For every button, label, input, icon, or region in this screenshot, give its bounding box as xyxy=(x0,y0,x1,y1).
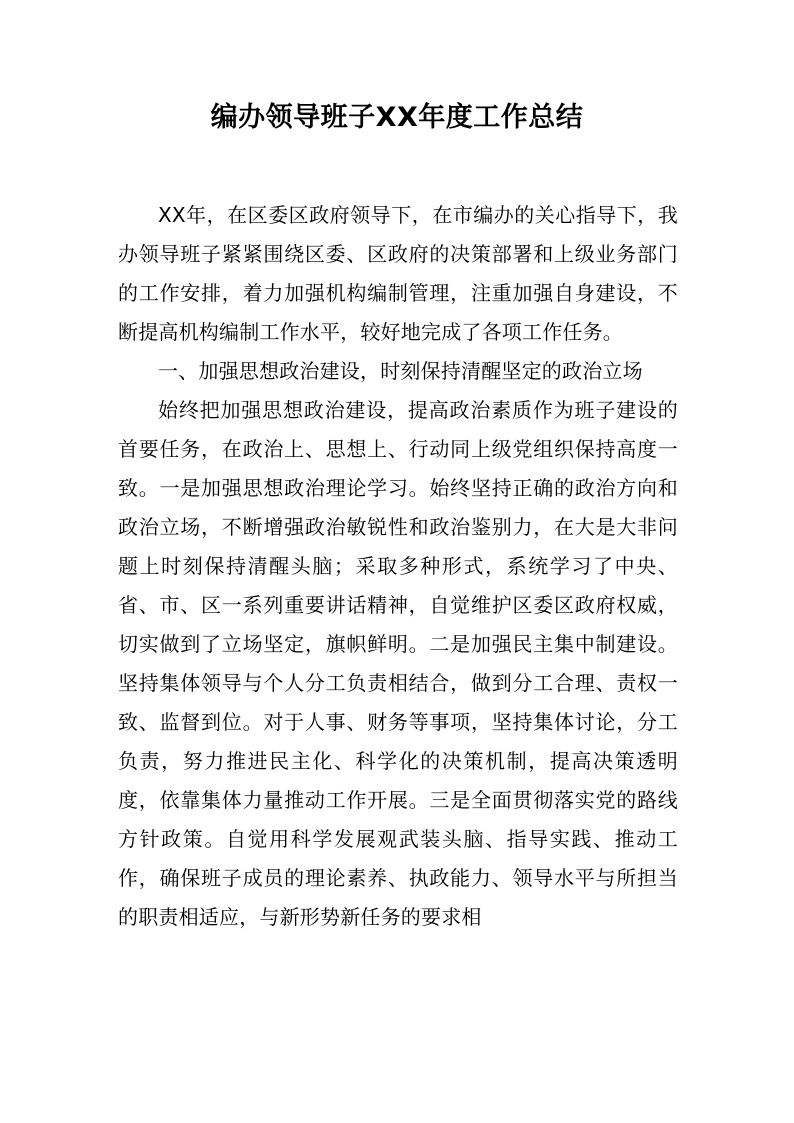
document-body xyxy=(118,196,678,937)
paragraph-section-1: 始终把加强思想政治建设，提高政治素质作为班子建设的首要任务，在政治上、思想上、行动同上级党组织保持高度一致。一是加强思想政治理论学习。始终坚持正确的政治方向和政治立场，不断增强政治敏锐性和政治鉴别力，在大是大非问题上时刻保持清醒头脑；采取多种形式，系统学习了中央、省、市、区一系列重要讲话精神，自觉维护区委区政府权威，切实做到了立场坚定，旗帜鲜明。二是加强民主集中制建设。坚持集体领导与个人分工负责相结合，做到分工合理、责权一致、监督到位。对于人事、财务等事项，坚持集体讨论，分工负责，努力推进民主化、科学化的决策机制，提高决策透明度，依靠集体力量推动工作开展。三是全面贯彻落实党的路线方针政策。自觉用科学发展观武装头脑、指导实践、推动工作，确保班子成员的理论素养、执政能力、领导水平与所担当的职责相适应，与新形势新任务的要求相 xyxy=(118,398,678,929)
section-heading-1: 一、加强思想政治建设，时刻保持清醒坚定的政治立场 xyxy=(158,359,643,383)
paragraph-intro: XX年，在区委区政府领导下，在市编办的关心指导下，我办领导班子紧紧围绕区委、区政府的决策部署和上级业务部门的工作安排，着力加强机构编制管理，注重加强自身建设，不断提高机构编制工作水平，较好地完成了各项工作任务。 xyxy=(118,203,678,344)
document-title: 编办领导班子XX年度工作总结 xyxy=(210,102,584,133)
